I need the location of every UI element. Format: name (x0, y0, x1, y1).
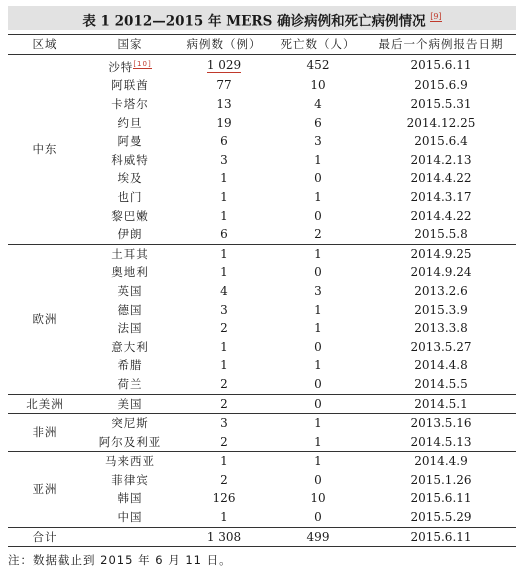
deaths-cell (270, 394, 366, 414)
table-header-row (8, 35, 516, 55)
total-empty (82, 527, 178, 547)
date-value: 2014.4.9 (414, 454, 468, 469)
cases-cell (178, 356, 270, 375)
cases-cell (178, 375, 270, 394)
deaths-value: 452 (306, 58, 330, 73)
deaths-value: 0 (314, 472, 322, 487)
cases-value: 1 (220, 265, 228, 280)
deaths-cell (270, 151, 366, 170)
deaths-cell (270, 132, 366, 151)
cases-value: 3 (220, 152, 228, 167)
country-name: 约旦 (117, 115, 143, 130)
date-cell (366, 95, 516, 114)
date-value: 2014.4.22 (410, 208, 472, 223)
date-cell (366, 76, 516, 95)
date-value: 2015.6.11 (410, 58, 472, 73)
cases-value: 2 (220, 396, 228, 411)
date-cell (366, 356, 516, 375)
table-row (8, 489, 516, 508)
header-region: 区域 (8, 35, 82, 55)
table-row (8, 225, 516, 244)
total-cases: 1 308 (178, 527, 270, 547)
deaths-value: 1 (314, 358, 322, 373)
header-country: 国家 (82, 35, 178, 55)
date-cell (366, 244, 516, 263)
table-row (8, 114, 516, 133)
deaths-cell (270, 114, 366, 133)
region-cell: 亚洲 (8, 452, 82, 527)
deaths-cell (270, 188, 366, 207)
country-name: 卡塔尔 (111, 97, 149, 112)
country-cell (82, 151, 178, 170)
date-value: 2014.9.25 (410, 246, 472, 261)
cases-value: 2 (220, 434, 228, 449)
deaths-value: 10 (310, 491, 326, 506)
country-name: 意大利 (111, 339, 149, 354)
table-row (8, 433, 516, 452)
deaths-cell (270, 169, 366, 188)
table-row (8, 338, 516, 357)
cases-cell (178, 55, 270, 77)
cases-value: 2 (220, 321, 228, 336)
deaths-value: 0 (314, 510, 322, 525)
deaths-value: 0 (314, 208, 322, 223)
country-cell (82, 433, 178, 452)
date-cell (366, 225, 516, 244)
cases-value: 1 (220, 339, 228, 354)
country-name: 科威特 (111, 152, 149, 167)
country-cell (82, 114, 178, 133)
date-cell (366, 151, 516, 170)
cases-value: 1 (220, 171, 228, 186)
date-value: 2015.1.26 (410, 472, 472, 487)
date-cell (366, 169, 516, 188)
country-name: 奥地利 (111, 265, 149, 280)
date-value: 2015.5.31 (410, 97, 472, 112)
cases-cell (178, 471, 270, 490)
date-value: 2014.5.5 (414, 376, 468, 391)
deaths-cell (270, 375, 366, 394)
cases-cell (178, 433, 270, 452)
date-cell (366, 301, 516, 320)
cases-value: 1 (220, 208, 228, 223)
cases-cell (178, 151, 270, 170)
cases-value: 13 (216, 97, 232, 112)
deaths-value: 0 (314, 376, 322, 391)
date-cell (366, 375, 516, 394)
total-date: 2015.6.11 (366, 527, 516, 547)
cases-cell (178, 244, 270, 263)
table-row (8, 188, 516, 207)
total-row (8, 527, 516, 547)
header-last-report-date: 最后一个病例报告日期 (366, 35, 516, 55)
date-value: 2015.6.9 (414, 78, 468, 93)
cases-value: 19 (216, 115, 232, 130)
cases-cell (178, 508, 270, 527)
deaths-cell (270, 76, 366, 95)
region-cell: 中东 (8, 55, 82, 245)
country-name: 阿尔及利亚 (98, 434, 162, 449)
country-cell (82, 375, 178, 394)
table-row (8, 95, 516, 114)
country-cell (82, 508, 178, 527)
table-footnote: 注：数据截止到 2015 年 6 月 11 日。 (8, 553, 232, 567)
country-name: 美国 (117, 396, 143, 411)
date-cell (366, 263, 516, 282)
date-value: 2013.5.16 (410, 416, 472, 431)
date-cell (366, 433, 516, 452)
date-value: 2014.5.1 (414, 396, 468, 411)
country-cell (82, 244, 178, 263)
date-value: 2015.5.8 (414, 227, 468, 242)
date-cell (366, 338, 516, 357)
date-cell (366, 394, 516, 414)
country-cell (82, 394, 178, 414)
country-name: 也门 (117, 189, 143, 204)
cases-value: 1 (220, 358, 228, 373)
deaths-cell (270, 319, 366, 338)
deaths-cell (270, 225, 366, 244)
date-value: 2014.5.13 (410, 434, 472, 449)
country-name: 沙特 (108, 59, 134, 74)
cases-cell (178, 188, 270, 207)
date-cell (366, 471, 516, 490)
deaths-cell (270, 471, 366, 490)
mers-cases-table (8, 34, 516, 547)
country-name: 埃及 (117, 171, 143, 186)
date-cell (366, 508, 516, 527)
table-row (8, 263, 516, 282)
deaths-value: 1 (314, 416, 322, 431)
region-cell: 欧洲 (8, 244, 82, 394)
cases-value: 1 (220, 246, 228, 261)
table-row (8, 471, 516, 490)
cases-value: 1 (220, 454, 228, 469)
date-value: 2014.12.25 (406, 115, 476, 130)
cases-value: 6 (220, 134, 228, 149)
cases-cell (178, 319, 270, 338)
date-cell (366, 282, 516, 301)
date-value: 2015.6.4 (414, 134, 468, 149)
deaths-value: 3 (314, 134, 322, 149)
date-cell (366, 207, 516, 226)
country-cell (82, 95, 178, 114)
table-row (8, 375, 516, 394)
cases-value: 1 (220, 189, 228, 204)
cases-value: 77 (216, 78, 232, 93)
table-row (8, 301, 516, 320)
country-reference[interactable]: [10] (133, 60, 152, 68)
total-deaths: 499 (270, 527, 366, 547)
country-cell (82, 338, 178, 357)
date-cell (366, 114, 516, 133)
deaths-cell (270, 508, 366, 527)
deaths-value: 4 (314, 97, 322, 112)
deaths-value: 0 (314, 396, 322, 411)
table-row (8, 244, 516, 263)
deaths-value: 1 (314, 434, 322, 449)
country-cell (82, 489, 178, 508)
deaths-cell (270, 433, 366, 452)
cases-cell (178, 95, 270, 114)
table-row (8, 55, 516, 77)
country-cell (82, 414, 178, 433)
cases-cell (178, 394, 270, 414)
date-cell (366, 414, 516, 433)
deaths-cell (270, 301, 366, 320)
date-cell (366, 319, 516, 338)
header-deaths: 死亡数（人） (270, 35, 366, 55)
cases-cell (178, 489, 270, 508)
date-cell (366, 55, 516, 77)
date-value: 2015.3.9 (414, 302, 468, 317)
cases-cell (178, 414, 270, 433)
deaths-cell (270, 338, 366, 357)
country-cell (82, 471, 178, 490)
date-cell (366, 489, 516, 508)
table-title-text: 表 1 2012—2015 年 MERS 确诊病例和死亡病例情况 (82, 13, 426, 30)
cases-cell (178, 169, 270, 188)
deaths-cell (270, 207, 366, 226)
table-row (8, 414, 516, 433)
cases-value: 1 (220, 510, 228, 525)
country-cell (82, 301, 178, 320)
country-cell (82, 225, 178, 244)
table-row (8, 151, 516, 170)
country-name: 希腊 (117, 358, 143, 373)
date-value: 2015.5.29 (410, 510, 472, 525)
deaths-value: 1 (314, 454, 322, 469)
deaths-value: 1 (314, 152, 322, 167)
country-name: 英国 (117, 283, 143, 298)
deaths-value: 3 (314, 283, 322, 298)
deaths-value: 1 (314, 189, 322, 204)
country-name: 阿联酋 (111, 78, 149, 93)
cases-value: 3 (220, 302, 228, 317)
country-cell (82, 319, 178, 338)
country-name: 土耳其 (111, 246, 149, 261)
header-cases: 病例数（例） (178, 35, 270, 55)
deaths-cell (270, 55, 366, 77)
table-body (8, 55, 516, 547)
country-cell (82, 55, 178, 77)
country-name: 法国 (117, 321, 143, 336)
table-row (8, 282, 516, 301)
deaths-value: 0 (314, 171, 322, 186)
country-name: 菲律宾 (111, 472, 149, 487)
deaths-cell (270, 244, 366, 263)
cases-value: 6 (220, 227, 228, 242)
table-row (8, 132, 516, 151)
table-row (8, 452, 516, 471)
country-cell (82, 76, 178, 95)
date-cell (366, 188, 516, 207)
country-cell (82, 169, 178, 188)
country-name: 突尼斯 (111, 416, 149, 431)
country-name: 中国 (117, 510, 143, 525)
country-cell (82, 356, 178, 375)
deaths-value: 10 (310, 78, 326, 93)
table-row (8, 169, 516, 188)
deaths-cell (270, 95, 366, 114)
cases-cell (178, 282, 270, 301)
date-value: 2013.2.6 (414, 283, 468, 298)
cases-cell (178, 132, 270, 151)
date-cell (366, 452, 516, 471)
table-row (8, 207, 516, 226)
country-name: 荷兰 (117, 376, 143, 391)
deaths-value: 1 (314, 246, 322, 261)
table-row (8, 356, 516, 375)
date-value: 2014.4.8 (414, 358, 468, 373)
total-label: 合计 (8, 527, 82, 547)
deaths-value: 1 (314, 321, 322, 336)
date-value: 2013.3.8 (414, 321, 468, 336)
table-title (8, 6, 516, 30)
cases-cell (178, 263, 270, 282)
country-cell (82, 263, 178, 282)
cases-value: 2 (220, 472, 228, 487)
deaths-value: 2 (314, 227, 322, 242)
table-row (8, 394, 516, 414)
deaths-cell (270, 356, 366, 375)
date-value: 2014.9.24 (410, 265, 472, 280)
deaths-cell (270, 452, 366, 471)
date-cell (366, 132, 516, 151)
deaths-value: 0 (314, 265, 322, 280)
cases-value: 1 029 (206, 58, 242, 73)
cases-cell (178, 338, 270, 357)
date-value: 2015.6.11 (410, 491, 472, 506)
deaths-value: 0 (314, 339, 322, 354)
date-value: 2014.4.22 (410, 171, 472, 186)
title-reference[interactable]: [9] (430, 12, 442, 21)
date-value: 2014.3.17 (410, 189, 472, 204)
date-value: 2014.2.13 (410, 152, 472, 167)
region-cell: 北美洲 (8, 394, 82, 414)
date-value: 2013.5.27 (410, 339, 472, 354)
cases-value: 126 (212, 491, 236, 506)
region-cell: 非洲 (8, 414, 82, 452)
country-cell (82, 132, 178, 151)
cases-value: 4 (220, 283, 228, 298)
country-name: 黎巴嫩 (111, 208, 149, 223)
deaths-cell (270, 282, 366, 301)
country-cell (82, 282, 178, 301)
country-cell (82, 452, 178, 471)
deaths-cell (270, 489, 366, 508)
cases-cell (178, 452, 270, 471)
table-row (8, 76, 516, 95)
country-name: 阿曼 (117, 134, 143, 149)
table-row (8, 508, 516, 527)
country-name: 马来西亚 (105, 454, 155, 469)
deaths-value: 1 (314, 302, 322, 317)
deaths-cell (270, 263, 366, 282)
country-cell (82, 207, 178, 226)
country-name: 韩国 (117, 491, 143, 506)
cases-value: 2 (220, 376, 228, 391)
country-name: 德国 (117, 302, 143, 317)
cases-cell (178, 76, 270, 95)
deaths-value: 6 (314, 115, 322, 130)
country-name: 伊朗 (117, 227, 143, 242)
deaths-cell (270, 414, 366, 433)
cases-cell (178, 225, 270, 244)
table-row (8, 319, 516, 338)
cases-cell (178, 114, 270, 133)
country-cell (82, 188, 178, 207)
cases-cell (178, 301, 270, 320)
cases-value: 3 (220, 416, 228, 431)
cases-cell (178, 207, 270, 226)
